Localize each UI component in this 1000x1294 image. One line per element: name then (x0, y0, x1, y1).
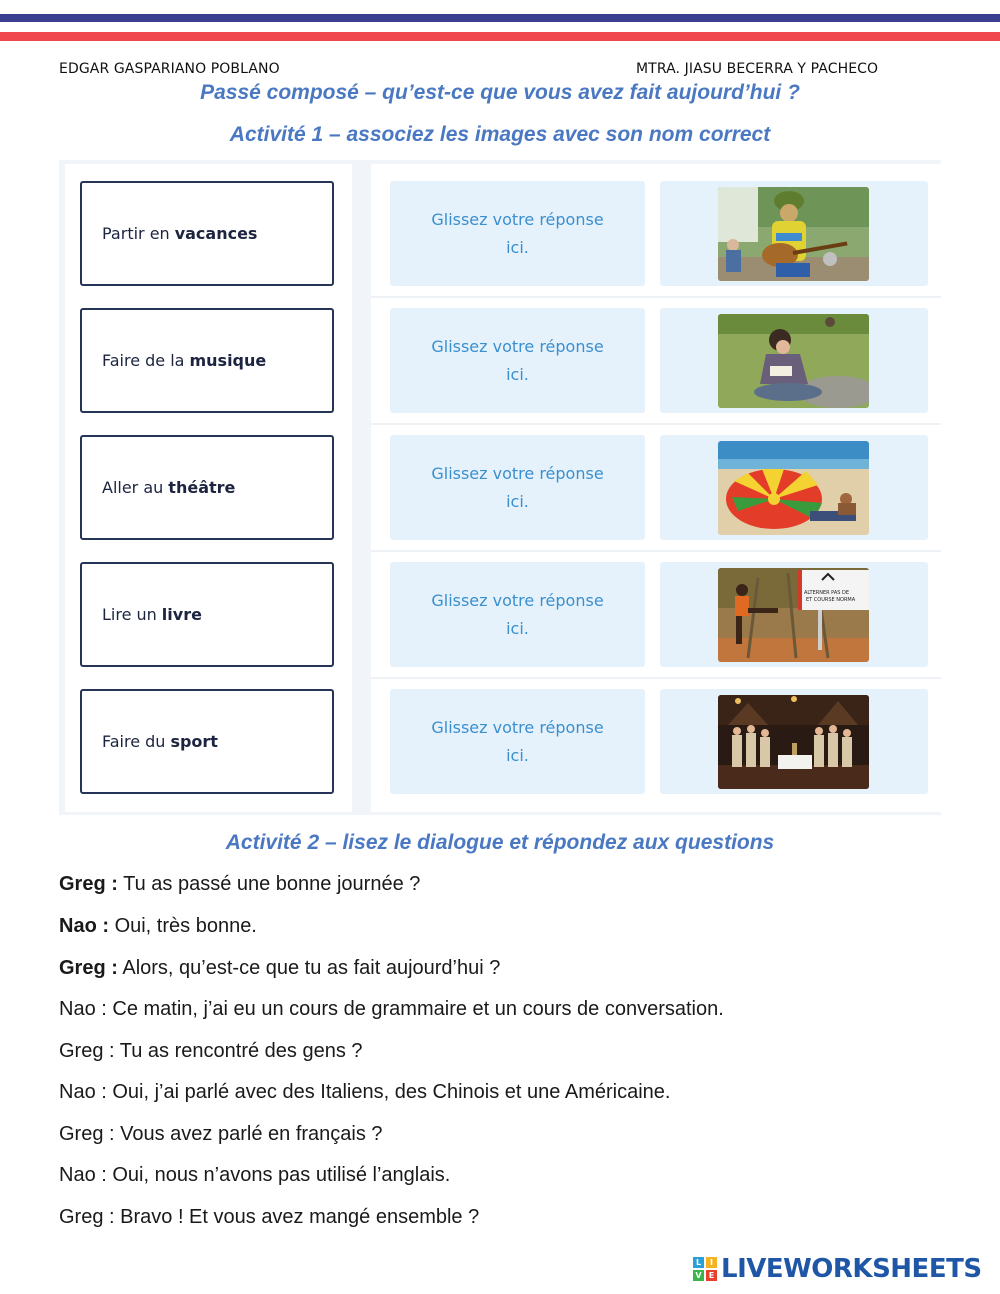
word-card-prefix: Aller au (102, 478, 164, 497)
drop-zone-1[interactable]: Glissez votre réponse ici. (390, 181, 645, 286)
image-cell-3 (660, 435, 928, 540)
word-card-keyword: théâtre (168, 478, 236, 497)
woman-reading-photo (718, 314, 869, 408)
dialogue-text: Oui, très bonne. (114, 915, 257, 937)
dialogue-text: Bravo ! Et vous avez mangé ensemble ? (120, 1206, 480, 1228)
logo-mark-icon (693, 1257, 717, 1281)
teacher-name: MTRA. JIASU BECERRA Y PACHECO (636, 61, 879, 77)
top-stripe-red (0, 32, 1000, 41)
dialogue-line (59, 873, 420, 896)
logo-letter: E (706, 1270, 717, 1281)
dialogue-line (59, 998, 724, 1021)
dialogue-speaker: Greg : (59, 1123, 115, 1145)
word-card-livre[interactable] (80, 562, 334, 667)
word-card-sport[interactable] (80, 689, 334, 794)
logo-letter: V (693, 1270, 704, 1281)
drop-zone-5[interactable]: Glissez votre réponse ici. (390, 689, 645, 794)
row-divider (371, 550, 941, 552)
dialogue-line (59, 957, 500, 980)
activity1-title: Activité 1 – associez les images avec son nom correct (229, 123, 771, 146)
dialogue-line (59, 1164, 450, 1187)
drop-zone-3[interactable]: Glissez votre réponse ici. (390, 435, 645, 540)
drop-zone-2[interactable]: Glissez votre réponse ici. (390, 308, 645, 413)
row-divider (371, 296, 941, 298)
word-card-keyword: vacances (174, 224, 258, 243)
dialogue-text: Tu as passé une bonne journée ? (123, 873, 421, 895)
worksheet-title: Passé composé – qu’est-ce que vous avez fait aujourd’hui ? (200, 81, 800, 104)
dialogue-text: Vous avez parlé en français ? (120, 1123, 383, 1145)
top-stripe-blue (0, 14, 1000, 22)
dialogue-speaker: Nao : (59, 915, 109, 937)
word-card-musique[interactable] (80, 308, 334, 413)
dialogue-speaker: Nao : (59, 998, 107, 1020)
dialogue-speaker: Greg : (59, 957, 118, 979)
drop-zone-4[interactable]: Glissez votre réponse ici. (390, 562, 645, 667)
dialogue-speaker: Nao : (59, 1164, 107, 1186)
beach-umbrella-photo (718, 441, 869, 535)
image-cell-1 (660, 181, 928, 286)
row-divider (371, 677, 941, 679)
dialogue-line (59, 1040, 363, 1063)
dialogue-text: Oui, j’ai parlé avec des Italiens, des Chinois et une Américaine. (112, 1081, 671, 1103)
dialogue-line (59, 1123, 383, 1146)
theatre-stage-photo (718, 695, 869, 789)
word-card-prefix: Partir en (102, 224, 170, 243)
logo-letter: L (693, 1257, 704, 1268)
matching-grid (371, 164, 941, 812)
sign-text-line-1: ALTERNER PAS DE (804, 590, 850, 596)
word-card-keyword: sport (170, 732, 218, 751)
sign-text-line-2: ET COURSE NORMA (806, 597, 856, 603)
word-card-vacances[interactable] (80, 181, 334, 286)
row-divider (371, 423, 941, 425)
dialogue-line (59, 1206, 479, 1229)
liveworksheets-logo (693, 1254, 982, 1284)
word-card-theatre[interactable] (80, 435, 334, 540)
image-cell-2 (660, 308, 928, 413)
dialogue-speaker: Greg : (59, 1040, 115, 1062)
activity2-title: Activité 2 – lisez le dialogue et répondez aux questions (225, 831, 775, 854)
dialogue-speaker: Nao : (59, 1081, 107, 1103)
dialogue-line (59, 915, 257, 938)
student-name: EDGAR GASPARIANO POBLANO (59, 61, 280, 77)
word-card-prefix: Faire du (102, 732, 166, 751)
word-bank (65, 164, 352, 812)
word-card-prefix: Faire de la (102, 351, 185, 370)
dialogue-text: Alors, qu’est-ce que tu as fait aujourd’hui ? (122, 957, 501, 979)
logo-text: LIVEWORKSHEETS (721, 1254, 982, 1284)
dialogue-speaker: Greg : (59, 1206, 115, 1228)
dialogue-speaker: Greg : (59, 873, 118, 895)
runner-stretching-photo (718, 568, 869, 662)
word-card-prefix: Lire un (102, 605, 157, 624)
dialogue-text: Oui, nous n’avons pas utilisé l’anglais. (112, 1164, 451, 1186)
activity1-panel (59, 160, 941, 815)
dialogue-text: Ce matin, j’ai eu un cours de grammaire et un cours de conversation. (112, 998, 724, 1020)
logo-letter: I (706, 1257, 717, 1268)
image-cell-4 (660, 562, 928, 667)
image-cell-5 (660, 689, 928, 794)
word-card-keyword: livre (161, 605, 202, 624)
guitar-player-photo (718, 187, 869, 281)
dialogue-line (59, 1081, 670, 1104)
dialogue-text: Tu as rencontré des gens ? (119, 1040, 363, 1062)
word-card-keyword: musique (189, 351, 267, 370)
